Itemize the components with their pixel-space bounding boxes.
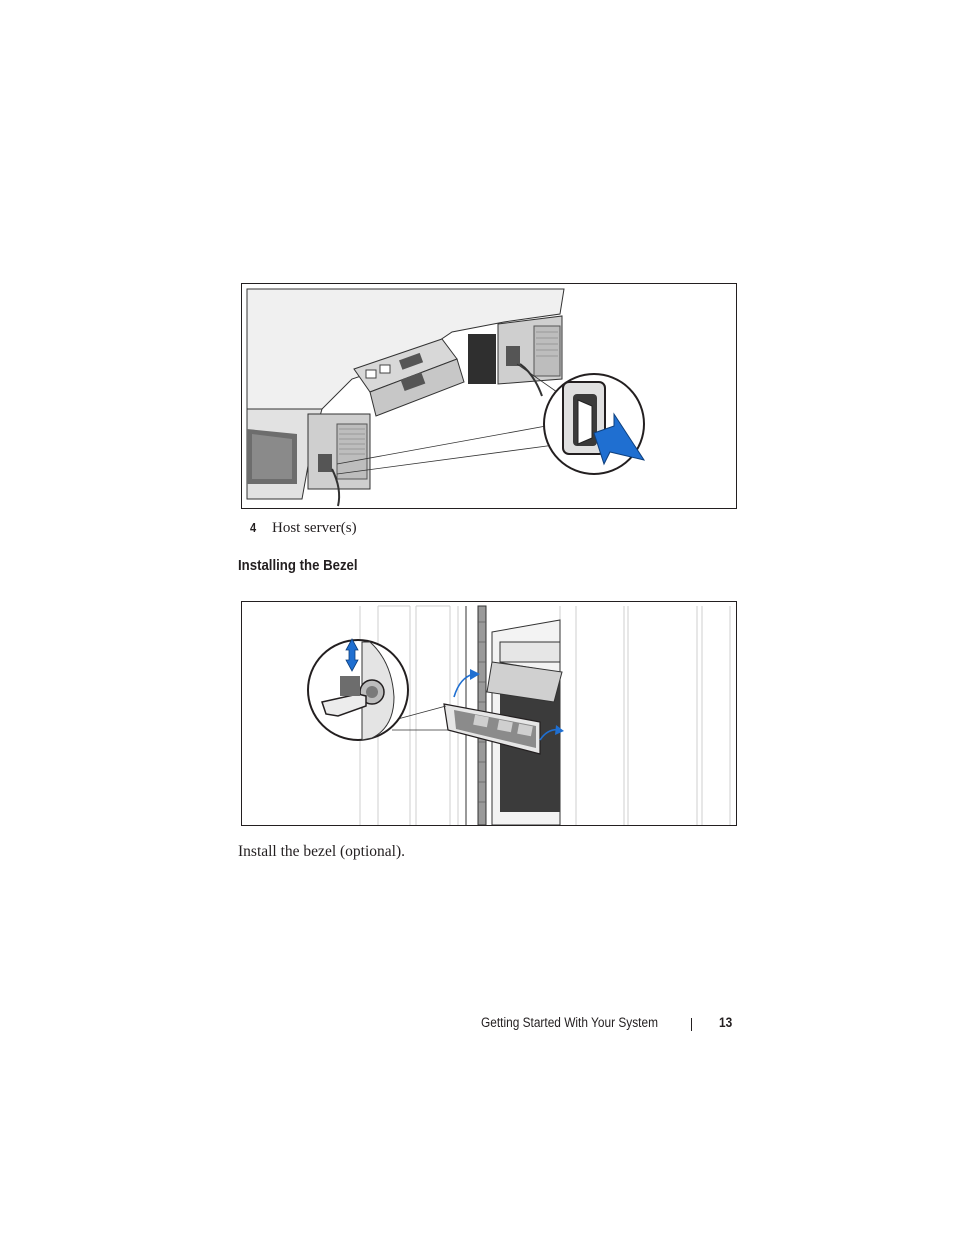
instruction-text: Install the bezel (optional). xyxy=(238,843,405,860)
rack-illustration xyxy=(242,602,736,825)
legend-item xyxy=(250,520,357,537)
section-heading: Installing the Bezel xyxy=(238,557,358,574)
footer-separator xyxy=(691,1018,692,1031)
enclosure-rear-illustration xyxy=(242,284,736,508)
power-switch-figure xyxy=(241,283,737,509)
legend-number: 4 xyxy=(250,520,257,535)
page-number: 13 xyxy=(719,1015,733,1030)
bezel-figure xyxy=(241,601,737,826)
legend-label: Host server(s) xyxy=(272,520,357,536)
footer-title: Getting Started With Your System xyxy=(481,1015,658,1030)
